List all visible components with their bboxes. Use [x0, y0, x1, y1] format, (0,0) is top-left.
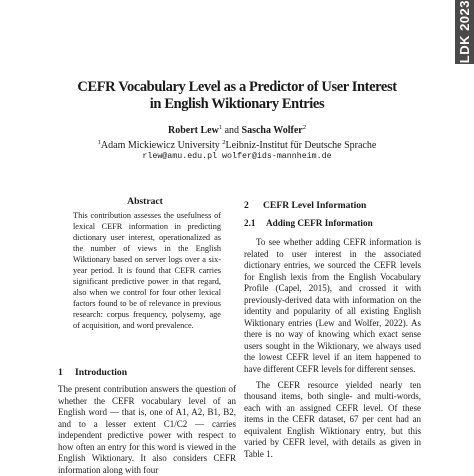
abstract-heading: Abstract: [127, 196, 163, 207]
conference-badge: [455, 0, 474, 64]
author-emails: rlew@amu.edu.pl wolfer@ids-mannheim.de: [142, 152, 332, 161]
paper-title: [0, 79, 474, 113]
author-affiliation-mark: 1: [218, 124, 223, 131]
affiliation-mark: 1: [97, 139, 101, 146]
author-affiliation-mark: 2: [302, 124, 306, 131]
abstract-body: [73, 210, 221, 332]
paragraph: To see whether adding CEFR information is related to user interest in the associated dictionary entries, we sourced the CEFR levels for English lexis from the English Vocabulary Profile (Capel, 2015), and crossed it with previously-derived data with information on the identity and popularity of all existing English Wiktionary entries (Lew and Wolfer, 2022). As there is no way of knowing which exact sense users sought in the Wiktionary, we always used the lowest CEFR level if an item happened to have different CEFR levels for different senses.: [244, 237, 421, 375]
affiliations: [0, 137, 474, 152]
paper-title-line-1: CEFR Vocabulary Level as a Predictor of User Interest: [77, 79, 397, 95]
author-conjunction: and: [222, 125, 242, 136]
affiliation-name: Adam Mickiewicz University: [100, 140, 220, 151]
subsection-title: Adding CEFR Information: [266, 218, 373, 228]
author-name: Sascha Wolfer: [241, 125, 303, 136]
paper-title-line-2: in English Wiktionary Entries: [149, 96, 325, 112]
section-number: 2: [244, 200, 249, 211]
cefr-section-body: [244, 237, 421, 460]
author-list: [0, 122, 474, 137]
section-heading: [244, 200, 366, 211]
section-heading: [58, 367, 127, 378]
affiliation-name: Leibniz-Institut für Deutsche Sprache: [225, 140, 377, 151]
section-number: 1: [58, 367, 63, 378]
section-title: Introduction: [75, 367, 128, 378]
subsection-heading: [244, 218, 373, 228]
affiliation-mark: 2: [222, 139, 226, 146]
section-title: CEFR Level Information: [263, 200, 367, 211]
paragraph: The present contribution answers the question of whether the CEFR vocabulary level of an English word — that is, one of A1, A2, B1, B2, and to a lesser extent C1/C2 — carries independent predictive power with respect to how often an entry for this word is viewed in the English Wiktionary. It also considers CEFR information along with four: [58, 384, 236, 475]
introduction-body: [58, 384, 236, 476]
subsection-number: 2.1: [244, 218, 256, 228]
abstract-text: This contribution assesses the usefulness of lexical CEFR information in predicting dictionary user interest, operationalized as the number of views in the English Wiktionary based on server logs over a six-year period. It is found that CEFR carries significant predictive power in that regard, also when we control for four other lexical factors found to be of relevance in previous research: corpus frequency, polysemy, age of acquisition, and word prevalence.: [73, 211, 221, 331]
conference-badge-label: LDK 2023: [457, 0, 472, 64]
author-name: Robert Lew: [168, 125, 219, 136]
paragraph: The CEFR resource yielded nearly ten thousand items, both single- and multi-words, each with an assigned CEFR level. Of these items in the CEFR dataset, 67 per cent had an equivalent English Wiktionary entry, but this varied by CEFR level, with details as given in Table 1.: [244, 379, 421, 459]
